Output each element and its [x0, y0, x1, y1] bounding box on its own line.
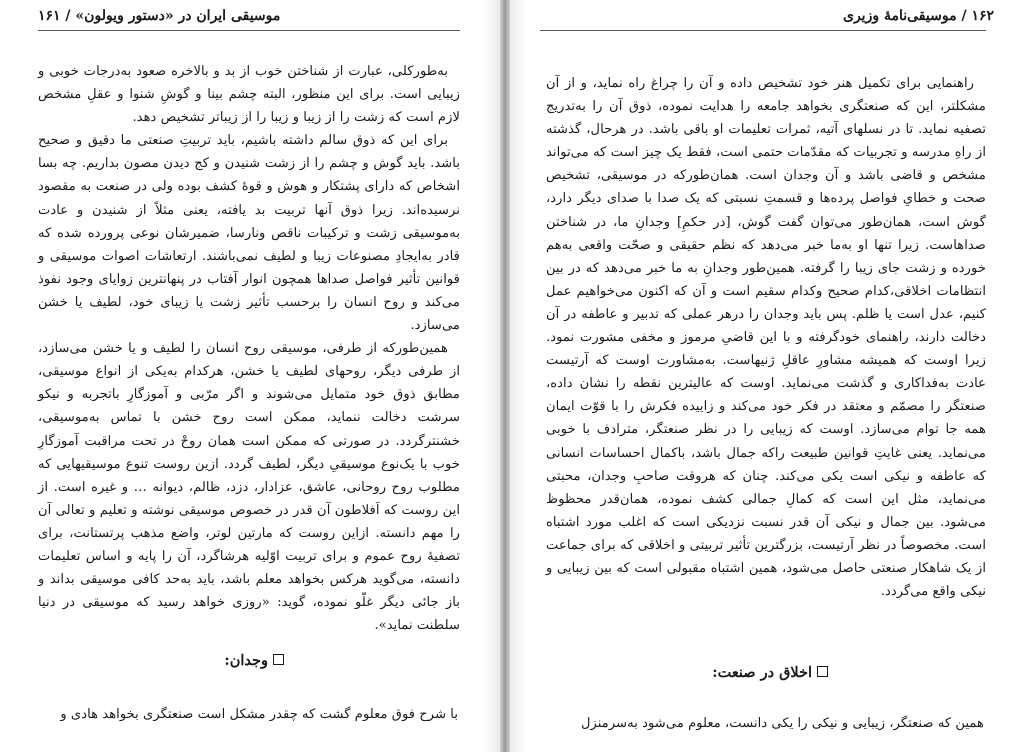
square-bullet-icon — [817, 666, 828, 677]
paragraph: به‌طورکلی، عبارت از شناختن خوب از بد و بالاخره صعود به‌درجات خوبی و زیبایی است. برای این منظور، البته چشم بینا و گوشِ شنوا و عقلِ مشخص لازم است که زشت را از زیبا و زیبا را از زیباتر تشخیص دهد. — [38, 64, 460, 126]
running-head-right: ۱۶۲ / موسیقی‌نامهٔ وزیری — [842, 8, 994, 24]
section-heading-ethics — [712, 664, 828, 681]
paragraph: راهنمایی برای تکمیل هنر خود تشخیص داده و آن را چراغ راه نماید، و از آن مشکلتر، این که صنعتگری بخواهد جامعه را هدایت نموده، ذوق آن را به‌تدریج تصفیه نماید. تا در نسلهای آتیه، ثمرات تعلیمات او باقی باشد. در هرحال، گذشته از راهِ مدرسه و تجربیات که مقدّمات حتمی است، فقط یک چیز است که می‌تواند مشخص و قاضی باشد و آن وجدان است. همان‌طورکه در موسیقی، تشخیص صحت و خطایِ فواصل پرده‌ها و قسمتِ نسبتی که یک صدا با صدای دیگر دارد، گوش است، همان‌طور می‌توان گفت گوش، [در حکمِ] وجدانِ ما، در شناختن صداهاست. زیرا تنها او به‌ما خبر می‌دهد که نظم حقیقی و صحّت واقعی به‌هم خورده و زشت جای زیبا را گرفته. همین‌طور وجدانِ به ما خبر می‌دهد که در بین انتظامات اخلاقی،کدام صحیح وکدام سقیم است و آن که اکنون می‌خواهیم عمل کنیم، عدل است یا ظلم. پس باید وجدان را درهر عملی که تدبیر و عاطفه در آن دخالت دارند، راهنمای خودگرفته و با این قاضیِ مرموز و مخفی مشورت نمود. زیرا اوست که همیشه مشاورِ عاقلِ ژنیهاست. به‌مشاورت اوست که آرتیست عادت به‌فداکاری و گذشت می‌نماید. اوست که عالیترین نقطه را نشان داده، صنعتگر را مصمّم و معتقد در فکر خود می‌کند و زاییده فکرش را با قوّت ایمان همه جا توام می‌سازد. اوست که زیبایی را در نظر صنعتگر، مترادف با خوبی می‌نماید. یعنی غایتِ قوانین طبیعت راکه جمال باشد، باکمال احساسات انسانی که عاطفه و نیکی است یکی می‌کند. چنان که هروقت صاحبِ وجدان، محبتی می‌نماید، مثل این است که کمالِ جمالی کشف نموده، همان‌قدر محظوظ می‌شود. بین جمال و نیکی آن قدر نسبت نزدیکی است که اغلب مورد اشتباه است. مخصوصاً در نظر آرتیست، بزرگترین تأثیر تربیتی و اخلاقی که برای جماعت از یک شاهکار صنعتی حاصل می‌شود، همین اشتباه مقبولی است که بین زیبایی و نیکی واقع می‌گردد. — [546, 76, 986, 600]
body-text-right — [546, 72, 986, 603]
section-heading-label: وجدان: — [224, 652, 268, 669]
running-head-left: موسیقی ایران در «دستور ویولون» / ۱۶۱ — [38, 8, 281, 24]
section-text-left: با شرح فوق معلوم گشت که چقدر مشکل است صنعتگری بخواهد هادی و — [60, 707, 458, 722]
book-gutter — [500, 0, 510, 752]
section-text-right: همین که صنعتگر، زیبایی و نیکی را یکی دانست، معلوم می‌شود به‌سرمنزل — [580, 716, 984, 731]
right-page — [510, 0, 1024, 752]
header-rule-left — [38, 30, 460, 31]
body-text-left — [38, 60, 460, 637]
left-page — [0, 0, 500, 752]
square-bullet-icon — [273, 654, 284, 665]
paragraph: همین‌طورکه از طرفی، موسیقی روح انسان را لطیف و یا خشن می‌سازد، از طرفی دیگر، روحهای لطیف یا خشن، هرکدام به‌یکی از انواع موسیقی، مطابق ذوق خود متمایل می‌شوند و اگر مرّبی و آموزگارِ باتجربه و نیکو سرشت دخالت ننماید، ممکن است روح خشن با تماس به‌موسیقی، خشنترگردد. در صورتی که ممکن است همان روحْ در تحت مراقبت آموزگارِ خوب با یک‌نوع موسیقیِ دیگر، لطیف گردد. ازین روست تنوع موسیقیهایی که مطلوب روح روحانی، عاشق، عزادار، دزد، ظالم، دیوانه … و غیره است. از این روست که اَفلاطون آن قدر در خصوص موسیقی نوشته و تعلیم و تعالی آن را مهم دانسته. ازاین روست که مارتین لوتر، واضع مذهب پرتستانت، برای تصفیهٔ روح عموم و برای تربیت اوّلیه هرشاگرد، آن را پایه و اساس تعلیمات دانسته، می‌گوید هرکس بخواهد معلم باشد، باید به‌حد کافی موسیقی بداند و باز جائی دیگر غلّو نموده، گوید: «روزی خواهد رسید که موسیقی در دنیا سلطنت نماید». — [38, 341, 460, 634]
paragraph: برای این که ذوق سالم داشته باشیم، باید تربیتِ صنعتی ما دقیق و صحیح باشد. باید گوش و چشم را از زشت شنیدن و کج دیدن مصون بداریم. چه بسا اشخاص که دارای پشتکار و هوش و قوهٔ کشف بوده ولی در صنعت به مقصود نرسیده‌اند. زیرا ذوق آنها تربیت بد یافته، یعنی مثلاً از شنیدن و عادت به‌موسیقی زشت و ترکیبات ناقص ونارسا، ضمیرشان نوعی پرورده شده که قادر به‌ایجادِ مصنوعات زیبا و لطیف نمی‌باشند. ارتعاشات اصوات موسیقی و قوانین تأثیر فواصل صداها همچون انوار آفتاب در پنهانترین زوایای وجود نفوذ می‌کند و روح انسان را برحسب تأثیر زشت یا زیبای خود، لطیف یا خشن می‌سازد. — [38, 133, 460, 334]
section-heading-conscience — [224, 652, 284, 669]
header-rule-right — [540, 30, 986, 31]
section-heading-label: اخلاق در صنعت: — [712, 664, 812, 681]
